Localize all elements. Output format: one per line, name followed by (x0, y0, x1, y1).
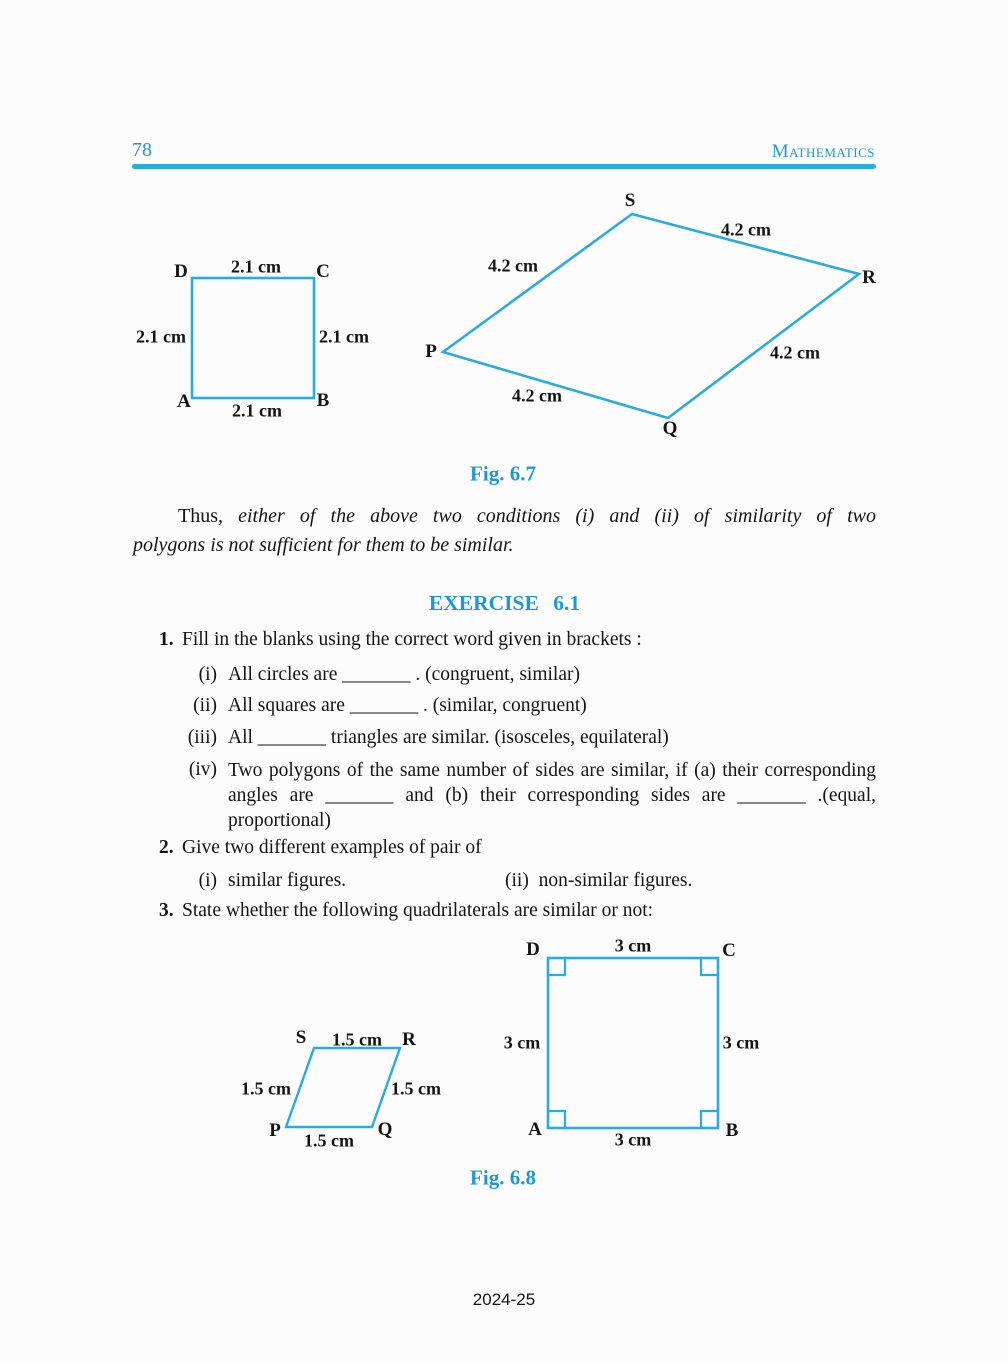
paragraph-lead: Thus, (178, 505, 223, 527)
question-1: 1. Fill in the blanks using the correct word given in brackets : (159, 629, 642, 650)
right-angle-mark-a (548, 1111, 565, 1128)
question-1-item-iv-text (228, 758, 876, 833)
right-angle-mark-b (701, 1111, 718, 1128)
question-3-number: 3. (159, 900, 174, 921)
item-iv-line-3: proportional) (228, 810, 331, 831)
fig67-vertex-c: C (316, 261, 330, 282)
question-2-number: 2. (159, 837, 174, 858)
fig68-vertex-b: B (725, 1120, 739, 1141)
fig67-vertex-a: A (177, 391, 191, 412)
item-iii-label: (iii) (187, 727, 217, 748)
question-1-item-iii: (iii) All _______ triangles are similar. (isosceles, equilateral) (150, 726, 669, 750)
question-1-item-ii: (ii) All squares are _______ . (similar, congruent) (150, 694, 587, 718)
question-1-item-i: (i) All circles are _______ . (congruent, similar) (150, 663, 580, 687)
fig68-vertex-c: C (722, 940, 736, 961)
fig68-vertex-s: S (295, 1027, 307, 1048)
fig67-square-abcd (192, 278, 314, 398)
fig67-quadrilateral-pqrs (443, 214, 859, 418)
header-rule (132, 164, 876, 169)
fig68-parallelogram-pqrs (286, 1048, 400, 1127)
running-head: Mathematics (771, 141, 875, 162)
exercise-title: EXERCISE 6.1 (428, 591, 581, 615)
fig-6-7-caption: Fig. 6.7 (470, 461, 536, 486)
fig67-quad-side-ps: 4.2 cm (488, 255, 538, 276)
fig67-square-side-top: 2.1 cm (231, 256, 281, 277)
fig68-vertex-a: A (528, 1119, 542, 1140)
question-2-item-i: (i) similar figures. (150, 869, 346, 893)
q2-item-i-label: (i) (198, 870, 217, 891)
fig68-vertex-q: Q (377, 1119, 393, 1140)
fig67-vertex-s: S (624, 190, 636, 211)
fig68-square-side-top: 3 cm (614, 935, 652, 956)
fig67-quad-side-pq: 4.2 cm (512, 385, 562, 406)
fig67-vertex-p: P (425, 341, 437, 362)
page-number: 78 (132, 139, 152, 161)
footer-session-year: 2024-25 (472, 1290, 536, 1309)
fig67-quad-side-rq: 4.2 cm (770, 342, 820, 363)
fig68-para-side-bottom: 1.5 cm (304, 1130, 354, 1151)
fig67-square-side-bottom: 2.1 cm (232, 400, 282, 421)
question-2: 2. Give two different examples of pair of (159, 837, 482, 858)
item-i-label: (i) (198, 664, 217, 685)
fig68-square-abcd (548, 958, 718, 1128)
summary-paragraph (133, 502, 876, 560)
fig67-vertex-b: B (316, 390, 330, 411)
item-iv-line-1: Two polygons of the same number of sides are similar, if (a) their corresponding (228, 760, 876, 781)
fig68-square-side-bottom: 3 cm (614, 1129, 652, 1150)
fig68-para-side-left: 1.5 cm (241, 1078, 291, 1099)
fig-6-8-caption: Fig. 6.8 (470, 1165, 536, 1190)
fig67-square-side-right: 2.1 cm (319, 326, 369, 347)
item-iv-line-2: angles are _______ and (b) their corresponding sides are _______ .(equal, (228, 785, 876, 806)
question-1-item-iv-label (150, 758, 217, 782)
fig67-vertex-q: Q (662, 418, 678, 439)
question-3: 3. State whether the following quadrilaterals are similar or not: (159, 900, 654, 921)
question-1-number: 1. (159, 629, 174, 650)
fig67-vertex-d: D (174, 261, 188, 282)
fig68-para-side-top: 1.5 cm (332, 1029, 382, 1050)
fig68-square-side-right: 3 cm (722, 1032, 760, 1053)
paragraph-line-2: polygons is not sufficient for them to be similar. (133, 534, 514, 556)
right-angle-mark-d (548, 958, 565, 975)
fig68-vertex-r: R (402, 1029, 416, 1050)
fig68-square-side-left: 3 cm (503, 1032, 541, 1053)
item-iv-label: (iv) (188, 759, 217, 780)
q2-item-ii-label: (ii) (505, 870, 529, 891)
fig68-vertex-d: D (526, 939, 540, 960)
fig67-square-side-left: 2.1 cm (136, 326, 186, 347)
item-ii-label: (ii) (193, 695, 217, 716)
right-angle-mark-c (701, 958, 718, 975)
fig67-quad-side-sr: 4.2 cm (721, 219, 771, 240)
paragraph-line-1: Thus, either of the above two conditions (i) and (ii) of similarity of two (133, 502, 876, 531)
fig68-vertex-p: P (269, 1120, 281, 1141)
fig68-para-side-right: 1.5 cm (391, 1078, 441, 1099)
question-2-item-ii: (ii) non-similar figures. (505, 870, 693, 891)
fig67-vertex-r: R (862, 267, 876, 288)
